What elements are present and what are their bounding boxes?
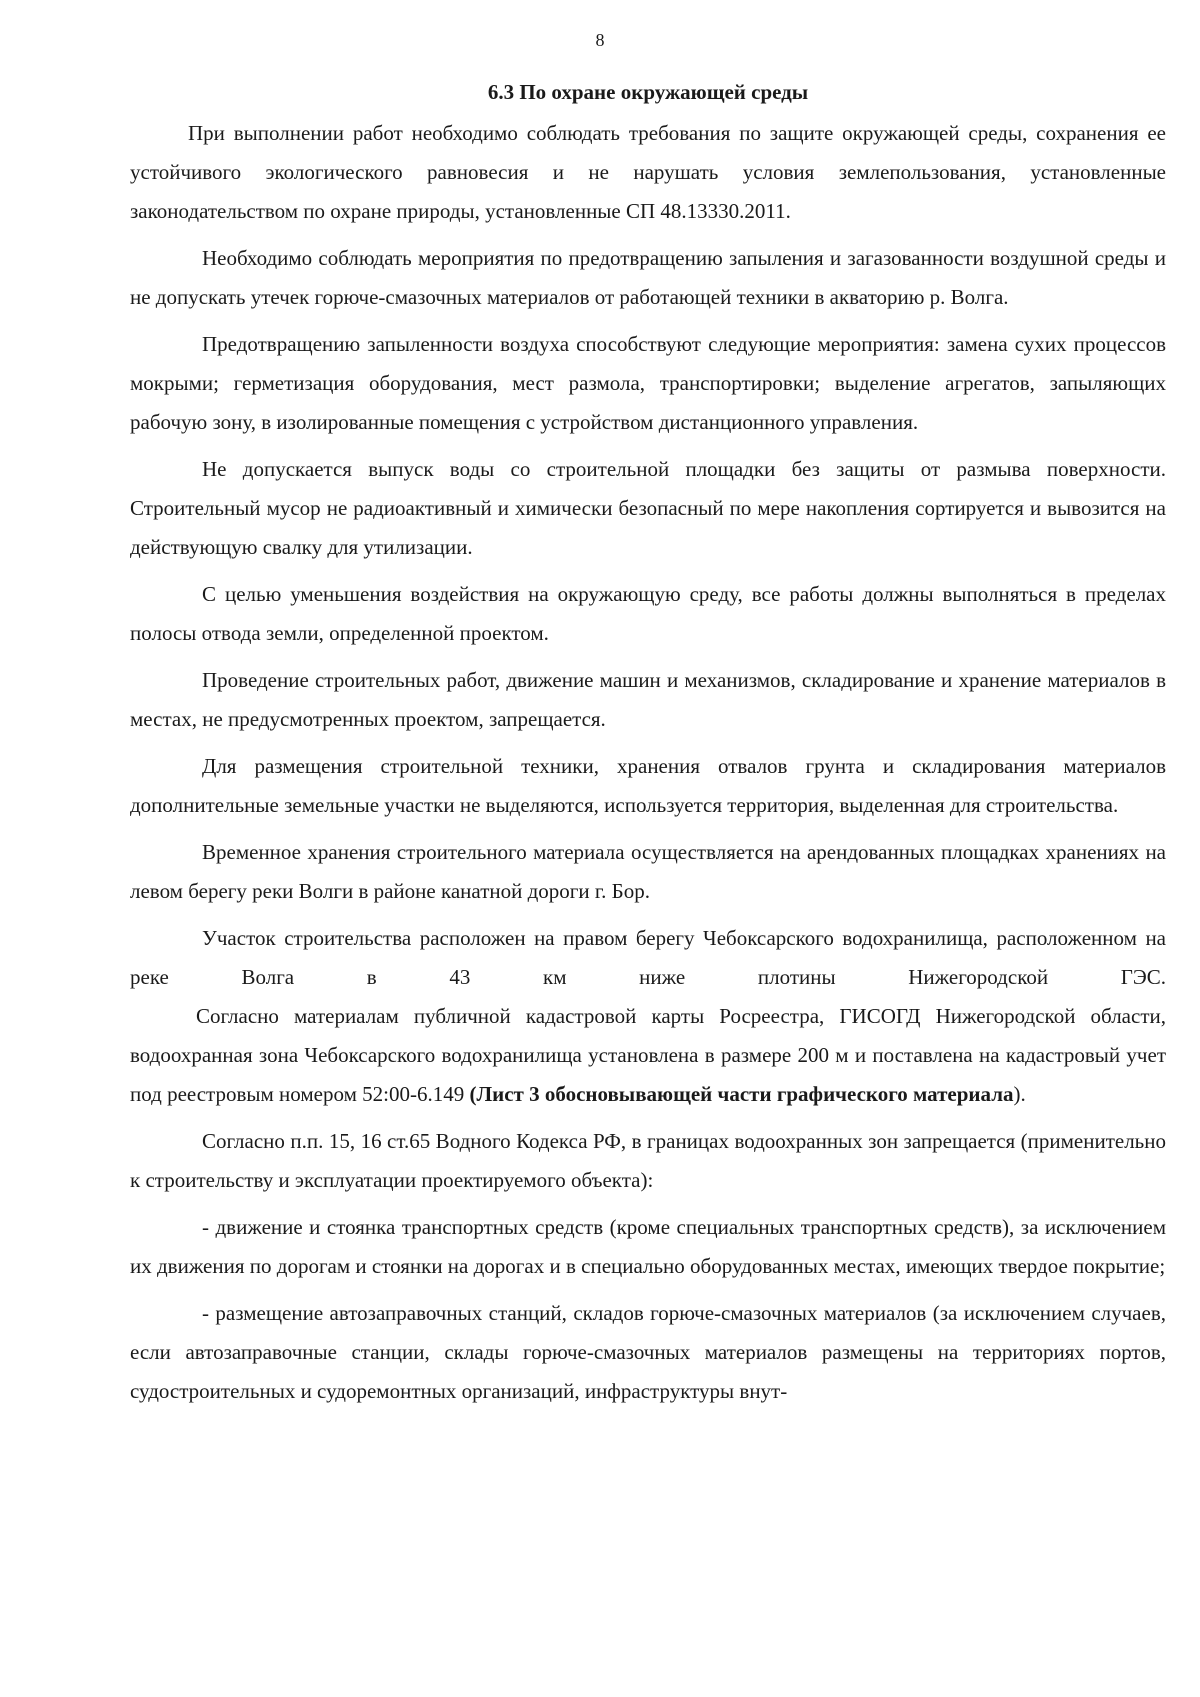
- paragraph-10-text: Согласно материалам публичной кадастровой карты Росреестра, ГИСОГД Нижегородской области, водоохранная зона Чебоксарского водохранилища установлена в размере 200 м и поставлена на кадастровый учет под реестровым номером 52:00-6.149: [130, 1004, 1166, 1106]
- paragraph-7: Для размещения строительной техники, хранения отвалов грунта и складирования материалов дополнительные земельные участки не выделяются, используется территория, выделенная для строительства.: [130, 754, 1166, 817]
- paragraph-5: С целью уменьшения воздействия на окружающую среду, все работы должны выполняться в пределах полосы отвода земли, определенной проектом.: [130, 582, 1166, 645]
- paragraph-2: Необходимо соблюдать мероприятия по предотвращению запыления и загазованности воздушной среды и не допускать утечек горюче-смазочных материалов от работающей техники в акваторию р. Волга.: [130, 246, 1166, 309]
- section-heading: 6.3 По охране окружающей среды: [487, 80, 809, 104]
- paragraph-4: Не допускается выпуск воды со строительной площадки без защиты от размыва поверхности. Строительный мусор не радиоактивный и химически безопасный по мере накопления сортируется и вывозится на действующую свалку для утилизации.: [130, 457, 1166, 559]
- paragraph-1: При выполнении работ необходимо соблюдать требования по защите окружающей среды, сохранения ее устойчивого экологического равновесия и не нарушать условия землепользования, установленные законодательством по охране природы, установленные СП 48.13330.2011.: [130, 121, 1166, 223]
- paragraph-11: Согласно п.п. 15, 16 ст.65 Водного Кодекса РФ, в границах водоохранных зон запрещается (применительно к строительству и эксплуатации проектируемого объекта):: [130, 1129, 1166, 1192]
- paragraph-10-bold-reference: (Лист 3 обосновывающей части графического материала: [469, 1082, 1014, 1106]
- page-number: 8: [595, 30, 605, 50]
- paragraph-13: - размещение автозаправочных станций, складов горюче-смазочных материалов (за исключением случаев, если автозаправочные станции, склады горюче-смазочных материалов размещены на территориях портов, судостроительных и судоремонтных организаций, инфраструктуры внут-: [130, 1301, 1166, 1403]
- paragraph-6: Проведение строительных работ, движение машин и механизмов, складирование и хранение материалов в местах, не предусмотренных проектом, запрещается.: [130, 668, 1166, 731]
- paragraph-3: Предотвращению запыленности воздуха способствуют следующие мероприятия: замена сухих процессов мокрыми; герметизация оборудования, мест размола, транспортировки; выделение агрегатов, запыляющих рабочую зону, в изолированные помещения с устройством дистанционного управления.: [130, 332, 1166, 434]
- paragraph-10-tail: ).: [1013, 1082, 1026, 1106]
- paragraph-9: Участок строительства расположен на правом берегу Чебоксарского водохранилища, расположенном на реке Волга в 43 км ниже плотины Нижегородской ГЭС.: [130, 926, 1166, 989]
- paragraph-8: Временное хранения строительного материала осуществляется на арендованных площадках хранениях на левом берегу реки Волги в районе канатной дороги г. Бор.: [130, 840, 1166, 903]
- document-body: [130, 76, 1166, 1419]
- paragraph-10: [130, 997, 1166, 1114]
- paragraph-12: - движение и стоянка транспортных средств (кроме специальных транспортных средств), за исключением их движения по дорогам и стоянки на дорогах и в специально оборудованных местах, имеющих твердое покрытие;: [130, 1215, 1166, 1278]
